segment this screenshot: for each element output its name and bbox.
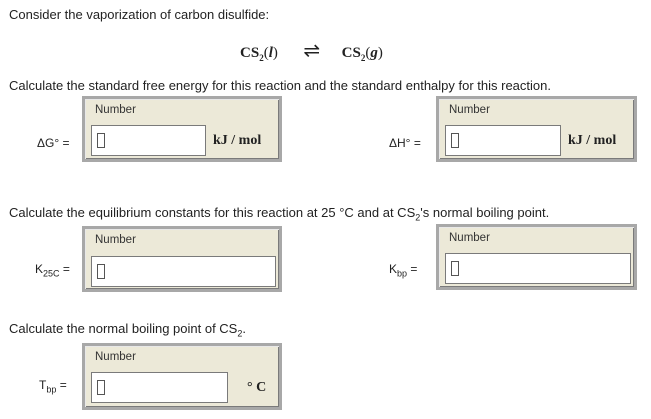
dh-number-label: Number [449, 104, 490, 116]
dg-input[interactable] [91, 125, 206, 156]
equilibrium-arrow-icon: ⇌ [303, 40, 321, 62]
k25-label-sub: 25C [43, 268, 60, 279]
tbp-label-main: T [39, 378, 47, 392]
question-3-prefix: Calculate the normal boiling point of CS [9, 321, 238, 336]
kbp-label-main: K [389, 262, 398, 276]
dg-unit: kJ / mol [213, 133, 262, 148]
k25-cursor-icon [97, 264, 105, 279]
question-3-subscript: 2 [237, 328, 243, 339]
tbp-unit: ° C [247, 380, 267, 395]
k25-label-main: K [35, 262, 44, 276]
kbp-label [389, 262, 417, 278]
product-formula: CS [341, 45, 361, 61]
kbp-label-sub: bp [397, 268, 408, 279]
tbp-label-sub: bp [46, 384, 57, 395]
k25-answer-box [82, 226, 282, 292]
tbp-label-eq: = [56, 378, 67, 392]
k25-label [35, 262, 70, 278]
intro-text: Consider the vaporization of carbon disulfide: [9, 7, 270, 22]
dg-answer-box [82, 96, 282, 162]
dh-input[interactable] [445, 125, 561, 156]
tbp-cursor-icon [97, 380, 105, 395]
product-subscript: 2 [360, 53, 366, 63]
tbp-label [39, 378, 67, 394]
question-2-prefix: Calculate the equilibrium constants for this reaction at 25 °C and at CS [9, 205, 416, 220]
dh-unit: kJ / mol [568, 133, 617, 148]
kbp-input[interactable] [445, 253, 631, 284]
tbp-number-label: Number [95, 351, 136, 363]
question-2-subscript: 2 [415, 212, 421, 223]
dg-label: ΔG° = [37, 136, 70, 150]
reactant-subscript: 2 [259, 53, 264, 63]
kbp-cursor-icon [451, 261, 459, 276]
reactant-state: l [268, 45, 273, 61]
tbp-input[interactable] [91, 372, 228, 403]
question-2-suffix: 's normal boiling point. [420, 205, 550, 220]
dh-cursor-icon [451, 133, 459, 148]
product-state: g [370, 45, 378, 61]
k25-number-label: Number [95, 234, 136, 246]
reaction-equation: $CS_2(l)$ ⇌ $CS_2(g)$ [240, 40, 383, 63]
dh-answer-box [436, 96, 637, 162]
dh-label: ΔH° = [389, 136, 421, 150]
kbp-answer-box [436, 224, 637, 290]
question-2 [9, 205, 549, 226]
dg-cursor-icon [97, 133, 105, 148]
dg-number-label: Number [95, 104, 136, 116]
question-3 [9, 321, 246, 342]
kbp-label-eq: = [407, 262, 418, 276]
k25-label-eq: = [59, 262, 70, 276]
kbp-number-label: Number [449, 232, 490, 244]
tbp-answer-box [82, 343, 282, 410]
question-3-suffix: . [242, 321, 246, 336]
k25-input[interactable] [91, 256, 276, 287]
question-1: Calculate the standard free energy for this reaction and the standard enthalpy for this reaction. [9, 78, 551, 93]
reactant-formula: CS [240, 45, 260, 61]
